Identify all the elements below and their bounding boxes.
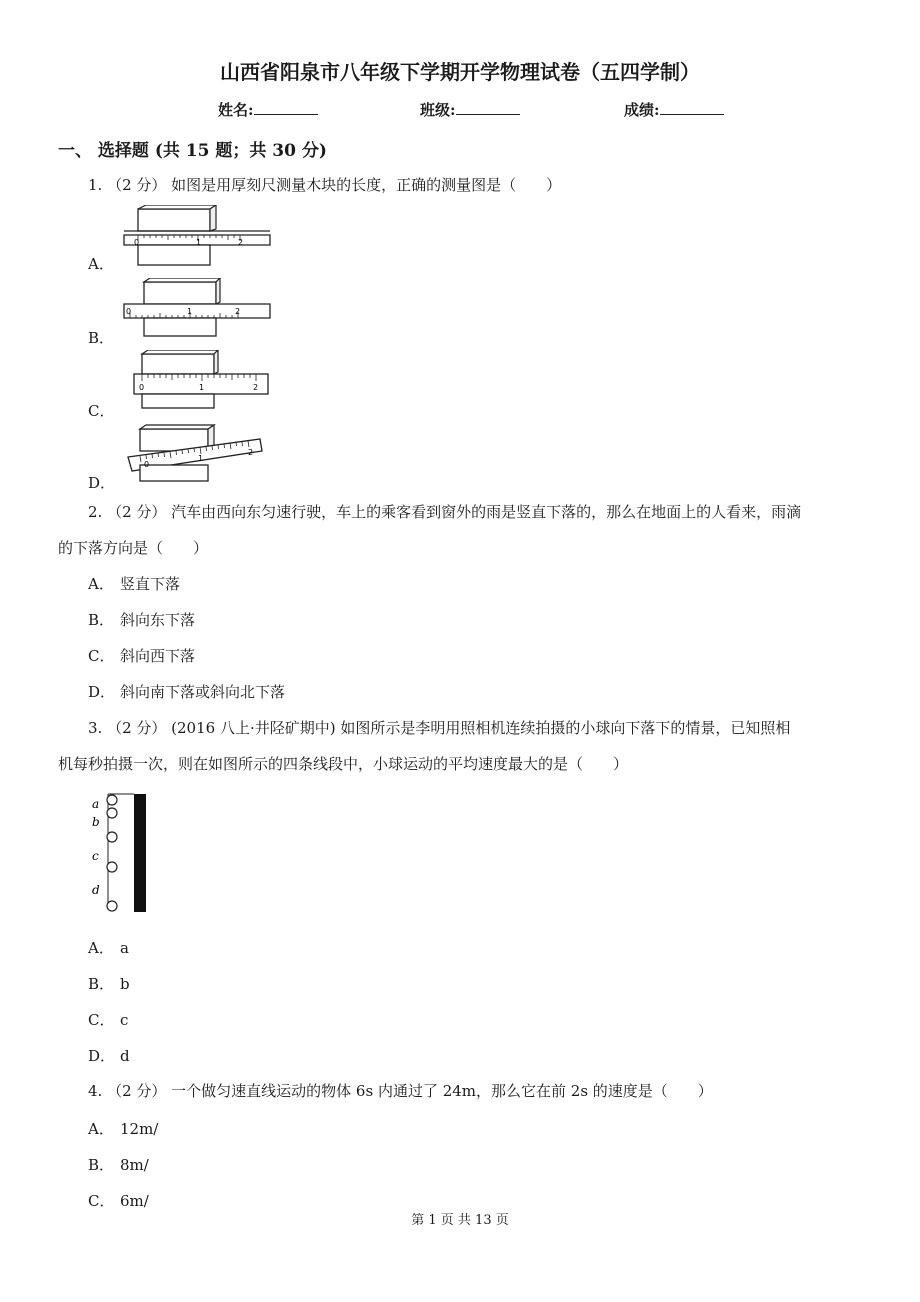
figure-q1-d <box>120 423 280 485</box>
segment-label-d: d <box>92 883 100 897</box>
name-label: 姓名: <box>218 101 254 119</box>
question-3-text-line1: 3. （2 分） (2016 八上·井陉矿期中) 如图所示是李明用照相机连续拍摄的小球向下落下的情景，已知照相 <box>88 719 791 737</box>
tick-label: 2 <box>253 383 259 392</box>
class-label: 班级: <box>420 101 456 119</box>
tick-label: 0 <box>144 460 150 469</box>
option-1b[interactable]: B． <box>88 329 115 347</box>
option-4a[interactable]: A． 12m/ <box>88 1120 159 1138</box>
page-title: 山西省阳泉市八年级下学期开学物理试卷（五四学制） <box>220 60 700 84</box>
option-4b[interactable]: B． 8m/ <box>88 1156 149 1174</box>
page-footer: 第 1 页 共 13 页 <box>411 1213 509 1228</box>
question-2-text-line1: 2. （2 分） 汽车由西向东匀速行驶，车上的乘客看到窗外的雨是竖直下落的，那么在地面上的人看来，雨滴 <box>88 503 802 521</box>
option-1c[interactable]: C． <box>88 402 115 420</box>
option-1a[interactable]: A． <box>88 255 114 273</box>
score-label: 成绩: <box>624 101 660 119</box>
tick-label: 1 <box>199 383 205 392</box>
option-3b[interactable]: B． b <box>88 975 130 993</box>
tick-label: 0 <box>139 383 145 392</box>
name-field <box>218 99 318 120</box>
tick-label: 1 <box>198 454 204 463</box>
segment-label-b: b <box>92 815 100 829</box>
score-blank[interactable] <box>660 100 724 115</box>
tick-label: 2 <box>235 307 241 316</box>
tick-label: 1 <box>196 238 202 247</box>
option-3c[interactable]: C． c <box>88 1011 129 1029</box>
option-2d[interactable]: D． 斜向南下落或斜向北下落 <box>88 683 286 701</box>
option-2a[interactable]: A． 竖直下落 <box>88 575 181 593</box>
tick-label: 0 <box>134 238 140 247</box>
question-2-text-line2: 的下落方向是（ ） <box>58 539 209 557</box>
figure-q1-c <box>120 350 280 412</box>
question-3-text-line2: 机每秒拍摄一次，则在如图所示的四条线段中，小球运动的平均速度最大的是（ ） <box>58 755 629 773</box>
option-3a[interactable]: A． a <box>88 939 129 957</box>
option-3d[interactable]: D． d <box>88 1047 130 1065</box>
section-heading: 一、 选择题 (共 15 题；共 30 分) <box>58 141 327 161</box>
segment-label-a: a <box>92 797 100 811</box>
tick-label: 0 <box>126 307 132 316</box>
question-4-text: 4. （2 分） 一个做匀速直线运动的物体 6s 内通过了 24m，那么它在前 2s 的速度是（ ） <box>88 1082 713 1100</box>
question-1-text: 1. （2 分） 如图是用厚刻尺测量木块的长度，正确的测量图是（ ） <box>88 176 562 194</box>
class-field <box>420 99 520 120</box>
figure-q1-a <box>120 205 280 267</box>
class-blank[interactable] <box>456 100 520 115</box>
option-1d[interactable]: D． <box>88 474 116 492</box>
option-2c[interactable]: C． 斜向西下落 <box>88 647 196 665</box>
segment-label-c: c <box>92 849 99 863</box>
tick-label: 2 <box>248 448 254 457</box>
option-4c[interactable]: C． 6m/ <box>88 1192 149 1210</box>
name-blank[interactable] <box>254 100 318 115</box>
tick-label: 1 <box>187 307 193 316</box>
score-field <box>624 99 724 120</box>
tick-label: 2 <box>238 238 244 247</box>
option-2b[interactable]: B． 斜向东下落 <box>88 611 196 629</box>
figure-q3-falling-ball <box>84 788 154 918</box>
figure-q1-b <box>120 278 280 340</box>
